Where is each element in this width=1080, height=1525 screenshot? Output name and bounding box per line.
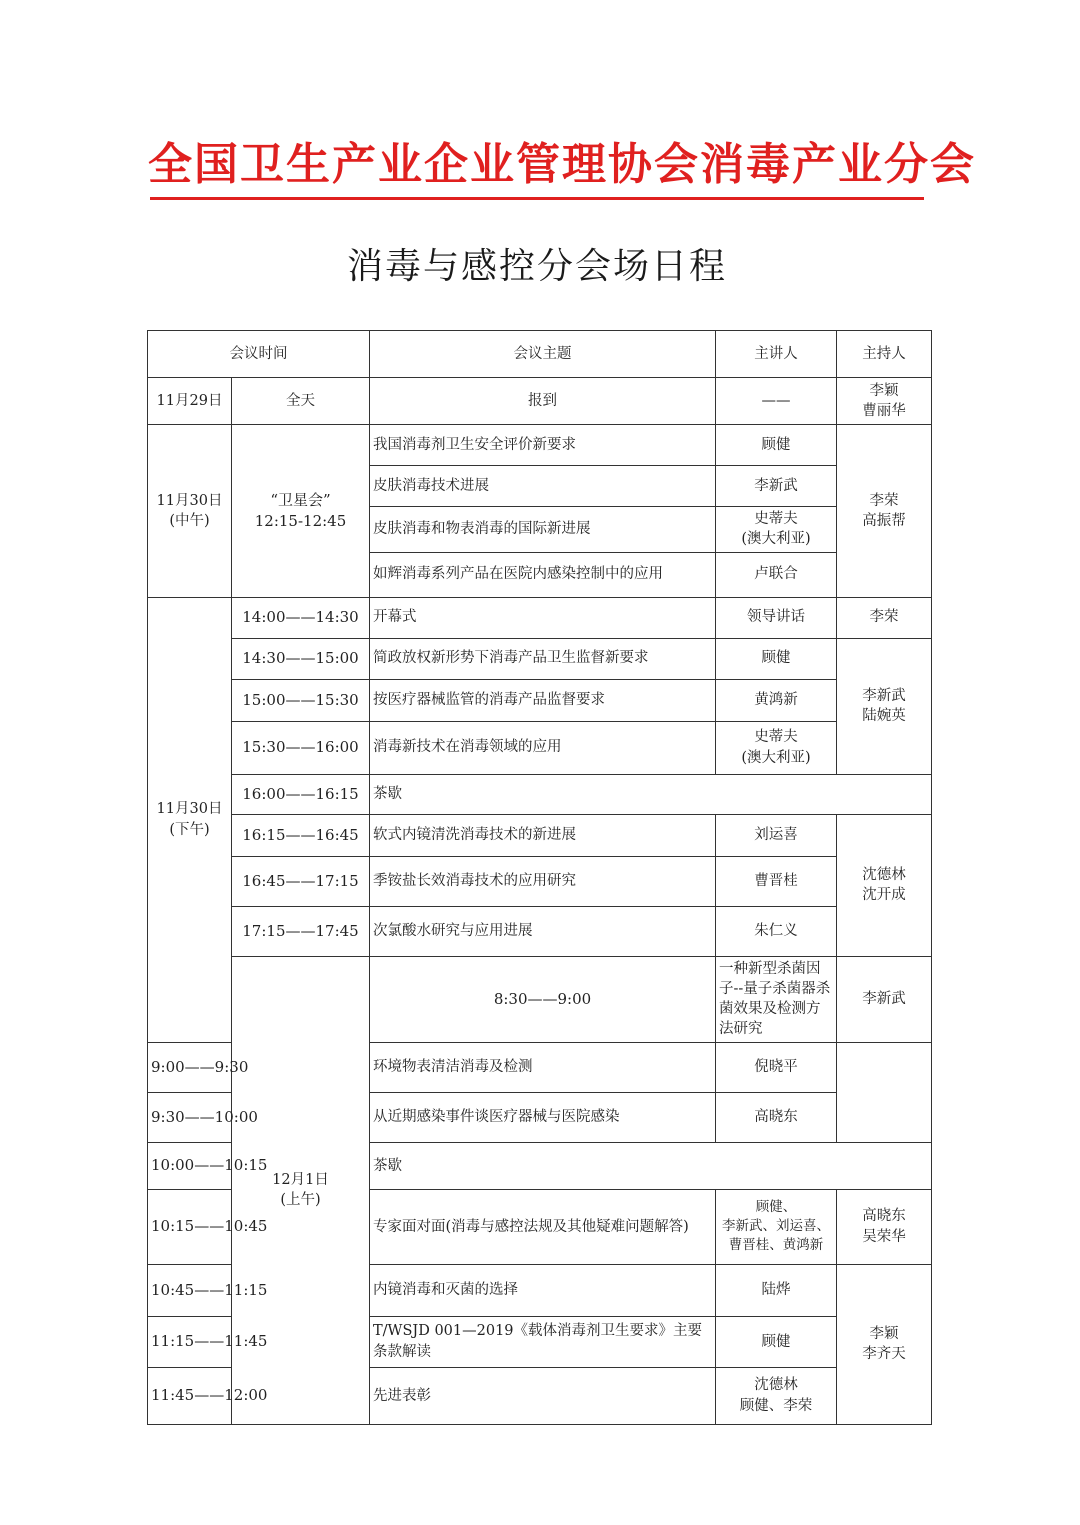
time-cell: 8:30——9:00: [370, 956, 716, 1042]
host-name: 李颖: [869, 1325, 899, 1342]
speaker-name: 顾健、: [755, 1199, 797, 1216]
table-row: [148, 721, 932, 774]
table-row: [148, 856, 932, 906]
speaker-cell: 黄鸿新: [716, 679, 837, 721]
host-cell: 李荣: [837, 597, 932, 638]
topic-cell: 次氯酸水研究与应用进展: [370, 906, 716, 956]
speaker-cell: 陆烨: [716, 1264, 837, 1316]
date-label: 11月30日: [156, 492, 223, 509]
host-name: 李齐天: [862, 1346, 906, 1363]
time-cell: 10:15——10:45: [148, 1189, 232, 1264]
time-cell: 9:30——10:00: [148, 1092, 232, 1142]
table-row: [148, 378, 932, 425]
table-row: [148, 906, 932, 956]
topic-cell: 软式内镜清洗消毒技术的新进展: [370, 814, 716, 856]
topic-cell: 茶歇: [370, 774, 932, 814]
column-header-speaker: 主讲人: [716, 331, 837, 378]
host-cell: [837, 378, 932, 425]
speaker-name: 李新武、刘运喜、: [722, 1218, 830, 1235]
speaker-cell: 卢联合: [716, 552, 837, 597]
time-cell: 11:15——11:45: [148, 1316, 232, 1367]
speaker-cell: [716, 721, 837, 774]
host-name: 吴荣华: [862, 1228, 906, 1245]
date-label: 12月1日: [272, 1171, 329, 1188]
topic-cell: 开幕式: [370, 597, 716, 638]
topic-cell: 内镜消毒和灭菌的选择: [370, 1264, 716, 1316]
speaker-cell: 李新武: [716, 466, 837, 507]
topic-cell: 报到: [370, 378, 716, 425]
host-name: 高晓东: [862, 1208, 906, 1225]
host-name: 陆婉英: [862, 708, 906, 725]
speaker-name: 沈德林: [754, 1377, 798, 1394]
time-cell: 11:45——12:00: [148, 1367, 232, 1424]
speaker-cell: 高晓东: [716, 1092, 837, 1142]
speaker-name: 史蒂夫: [754, 729, 798, 746]
speaker-cell: [716, 1367, 837, 1424]
speaker-cell: [716, 507, 837, 553]
time-cell: 16:45——17:15: [232, 856, 370, 906]
speaker-cell: 朱仁义: [716, 906, 837, 956]
time-cell: 9:00——9:30: [148, 1042, 232, 1092]
time-cell: 16:00——16:15: [232, 774, 370, 814]
time-cell: 14:30——15:00: [232, 638, 370, 679]
topic-cell: 皮肤消毒和物表消毒的国际新进展: [370, 507, 716, 553]
time-cell: 15:30——16:00: [232, 721, 370, 774]
speaker-cell: 李新武: [837, 956, 932, 1042]
document-title: 消毒与感控分会场日程: [346, 246, 727, 287]
host-cell: [837, 1264, 932, 1424]
date-period: (下午): [169, 821, 210, 838]
table-row: [148, 425, 932, 466]
speaker-country: (澳大利亚): [741, 749, 811, 766]
time-cell: 15:00——15:30: [232, 679, 370, 721]
host-cell: [837, 638, 932, 774]
host-name: 沈开成: [862, 887, 906, 904]
time-cell: 10:00——10:15: [148, 1142, 232, 1189]
speaker-name: 史蒂夫: [754, 511, 798, 527]
session-cell: [232, 425, 370, 598]
speaker-cell: 曹晋桂: [716, 856, 837, 906]
header-row: [148, 331, 932, 378]
organization-header: 全国卫生产业企业管理协会消毒产业分会: [148, 139, 976, 190]
topic-cell: 我国消毒剂卫生安全评价新要求: [370, 425, 716, 466]
speaker-name: 曹晋桂、黄鸿新: [728, 1237, 824, 1254]
topic-cell: 按医疗器械监管的消毒产品监督要求: [370, 679, 716, 721]
speaker-cell: 顾健: [716, 1316, 837, 1367]
time-cell: 17:15——17:45: [232, 906, 370, 956]
date-cell: [148, 425, 232, 598]
column-header-topic: 会议主题: [370, 331, 716, 378]
host-cell: [837, 1189, 932, 1264]
speaker-cell: ——: [716, 378, 837, 425]
time-cell: 10:45——11:15: [148, 1264, 232, 1316]
topic-cell: 环境物表清洁消毒及检测: [370, 1042, 716, 1092]
speaker-country: (澳大利亚): [741, 531, 811, 548]
topic-cell: 简政放权新形势下消毒产品卫生监督新要求: [370, 638, 716, 679]
table-row: [148, 638, 932, 679]
session-name: “卫星会”: [270, 490, 331, 509]
topic-cell: 如辉消毒系列产品在医院内感染控制中的应用: [370, 552, 716, 597]
host-name: 李新武: [862, 687, 906, 704]
speaker-cell: 领导讲话: [716, 597, 837, 638]
topic-cell: 先进表彰: [370, 1367, 716, 1424]
host-name: 李荣: [869, 492, 899, 509]
host-cell: [837, 425, 932, 598]
date-cell: 11月29日: [148, 378, 232, 425]
host-name: 沈德林: [862, 866, 906, 883]
speaker-name: 顾健、李荣: [739, 1397, 813, 1414]
header-red-rule: [150, 197, 924, 200]
topic-cell: 消毒新技术在消毒领域的应用: [370, 721, 716, 774]
time-cell: 全天: [232, 378, 370, 425]
session-time: 12:15-12:45: [254, 511, 347, 530]
host-cell: [837, 814, 932, 956]
speaker-cell: 顾健: [716, 638, 837, 679]
table-row: [148, 814, 932, 856]
speaker-cell: 刘运喜: [716, 814, 837, 856]
topic-cell: 季铵盐长效消毒技术的应用研究: [370, 856, 716, 906]
topic-cell: 一种新型杀菌因子--量子杀菌器杀菌效果及检测方法研究: [716, 956, 837, 1042]
date-period: (中午): [169, 512, 210, 529]
topic-cell: 皮肤消毒技术进展: [370, 466, 716, 507]
topic-cell: 茶歇: [370, 1142, 932, 1189]
table-row: [148, 679, 932, 721]
column-header-host: 主持人: [837, 331, 932, 378]
table-row: [148, 597, 932, 638]
table-row: [148, 774, 932, 814]
topic-cell: 从近期感染事件谈医疗器械与医院感染: [370, 1092, 716, 1142]
host-name: 高振帮: [862, 512, 906, 529]
date-period: (上午): [280, 1192, 321, 1209]
column-header-time: 会议时间: [148, 331, 370, 378]
host-name: 李颖: [869, 382, 899, 399]
topic-cell: 专家面对面(消毒与感控法规及其他疑难问题解答): [370, 1189, 716, 1264]
time-cell: 16:15——16:45: [232, 814, 370, 856]
speaker-cell: 倪晓平: [716, 1042, 837, 1092]
host-name: 曹丽华: [862, 403, 906, 419]
schedule-table: [147, 330, 932, 1425]
speaker-cell: [716, 1189, 837, 1264]
speaker-cell: 顾健: [716, 425, 837, 466]
time-cell: 14:00——14:30: [232, 597, 370, 638]
date-label: 11月30日: [156, 801, 223, 818]
date-cell: [148, 597, 232, 1042]
date-cell: [232, 956, 370, 1424]
table-row: [148, 956, 932, 1042]
topic-cell: T/WSJD 001—2019《载体消毒剂卫生要求》主要条款解读: [370, 1316, 716, 1367]
